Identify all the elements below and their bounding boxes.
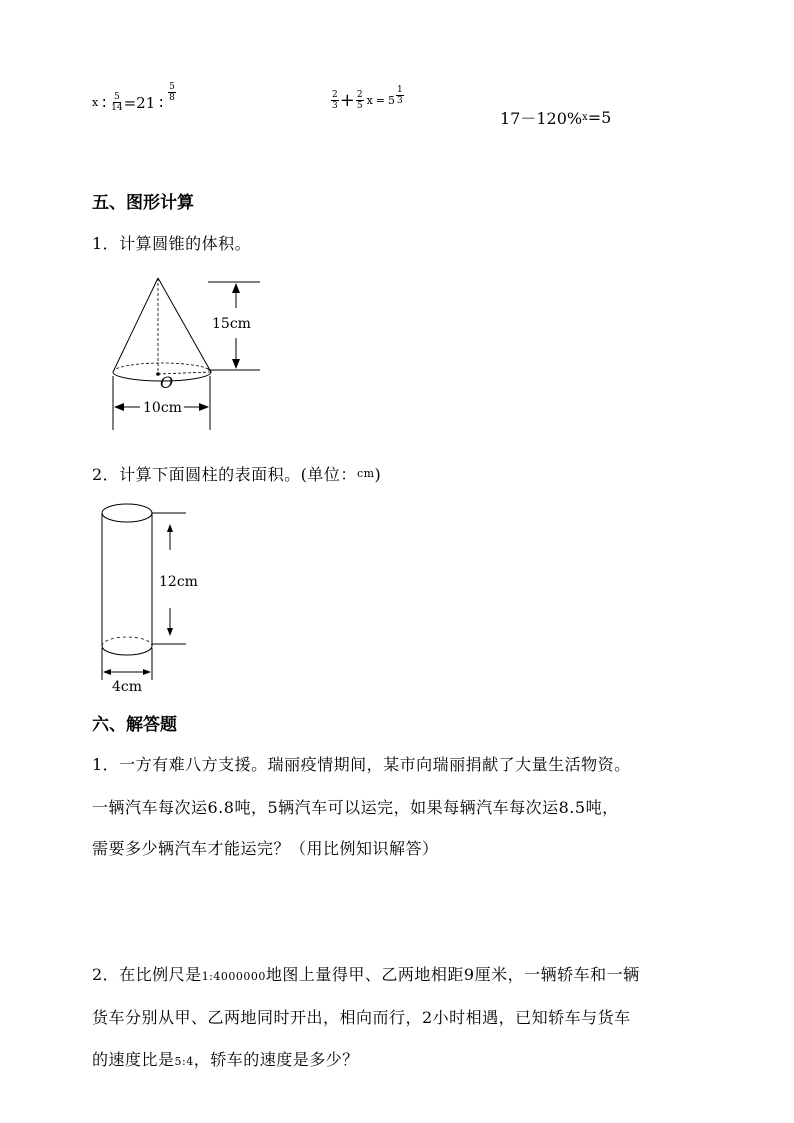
eq3-variable: x [582, 112, 588, 123]
cone-height-label: 15cm [212, 316, 251, 332]
section-6-title: 六、解答题 [92, 715, 177, 735]
cone-diameter-arrow-right-head [199, 403, 209, 411]
section-5-title: 五、图形计算 [92, 193, 194, 213]
eq1-fraction-2: $\frac{5}{8}$ [169, 82, 175, 103]
section-6-q2-line-3: 的速度比是5:4，轿车的速度是多少？ [92, 1050, 359, 1069]
cylinder-diameter-label: 4cm [112, 679, 143, 695]
eq1-colon-2: ∶ [159, 93, 164, 112]
eq1-fraction-1: $\frac{5}{14}$ [111, 92, 123, 113]
section-5-question-1: 1．计算圆锥的体积。 [92, 234, 252, 253]
eq2-fraction-2: $\frac{2}{5}$ [356, 90, 363, 111]
section-6-q1-line-3: 需要多少辆汽车才能运完？（用比例知识解答） [92, 839, 439, 858]
eq3-left: 17－120% [500, 109, 583, 128]
cylinder-diameter-arrow-right-head [143, 669, 151, 675]
eq2-plus: + [339, 90, 355, 111]
eq2-variable: x [366, 94, 373, 107]
section-6-q1-line-1: 1．一方有难八方支援。瑞丽疫情期间，某市向瑞丽捐献了大量生活物资。 [92, 755, 631, 774]
equation-1 [92, 82, 177, 113]
section-6-q1-line-2: 一辆汽车每次运6.8吨，5辆汽车可以运完，如果每辆汽车每次运8.5吨， [92, 798, 619, 817]
eq2-whole: 5 [388, 94, 395, 107]
cone-figure [100, 268, 275, 438]
eq2-fraction-3: $\frac{1}{3}$ [397, 85, 403, 106]
cone-height-arrow-up-head [232, 283, 240, 293]
eq1-middle: =21 [123, 93, 156, 112]
cone-side-right [158, 278, 211, 372]
q2-scale: 1:4000000 [201, 970, 266, 983]
cone-center-label: O [160, 373, 174, 392]
equation-3 [500, 106, 611, 129]
eq1-variable: x [92, 96, 99, 109]
section-6-q2-line-1: 2．在比例尺是1:4000000地图上量得甲、乙两地相距9厘米，一辆轿车和一辆 [92, 965, 640, 984]
cylinder-height-arrow-down-head [167, 628, 173, 636]
q2-ratio: 5:4 [174, 1055, 194, 1068]
cylinder-figure [95, 498, 215, 698]
cylinder-height-arrow-up-head [167, 524, 173, 532]
cone-height-arrow-down-head [232, 359, 240, 369]
cylinder-base-front [102, 646, 152, 655]
eq2-fraction-1: $\frac{2}{3}$ [332, 90, 338, 111]
cylinder-height-label: 12cm [159, 574, 198, 590]
eq3-right: =5 [587, 108, 612, 127]
cylinder-diameter-arrow-left-head [103, 669, 111, 675]
q2-unit: cm [356, 467, 375, 480]
eq2-equals: = [375, 94, 385, 107]
cylinder-base-back [102, 637, 152, 646]
cone-side-left [113, 278, 158, 372]
cone-base-back [113, 363, 211, 372]
section-5-question-2: 2．计算下面圆柱的表面积。(单位：cm) [92, 465, 382, 484]
cylinder-top-ellipse [102, 504, 152, 522]
equation-2 [330, 85, 405, 111]
cone-diameter-label: 10cm [143, 400, 182, 416]
section-6-q2-line-2: 货车分别从甲、乙两地同时开出，相向而行，2小时相遇，已知轿车与货车 [92, 1008, 631, 1027]
eq1-colon: ∶ [102, 93, 107, 112]
cone-diameter-arrow-left-head [114, 403, 124, 411]
